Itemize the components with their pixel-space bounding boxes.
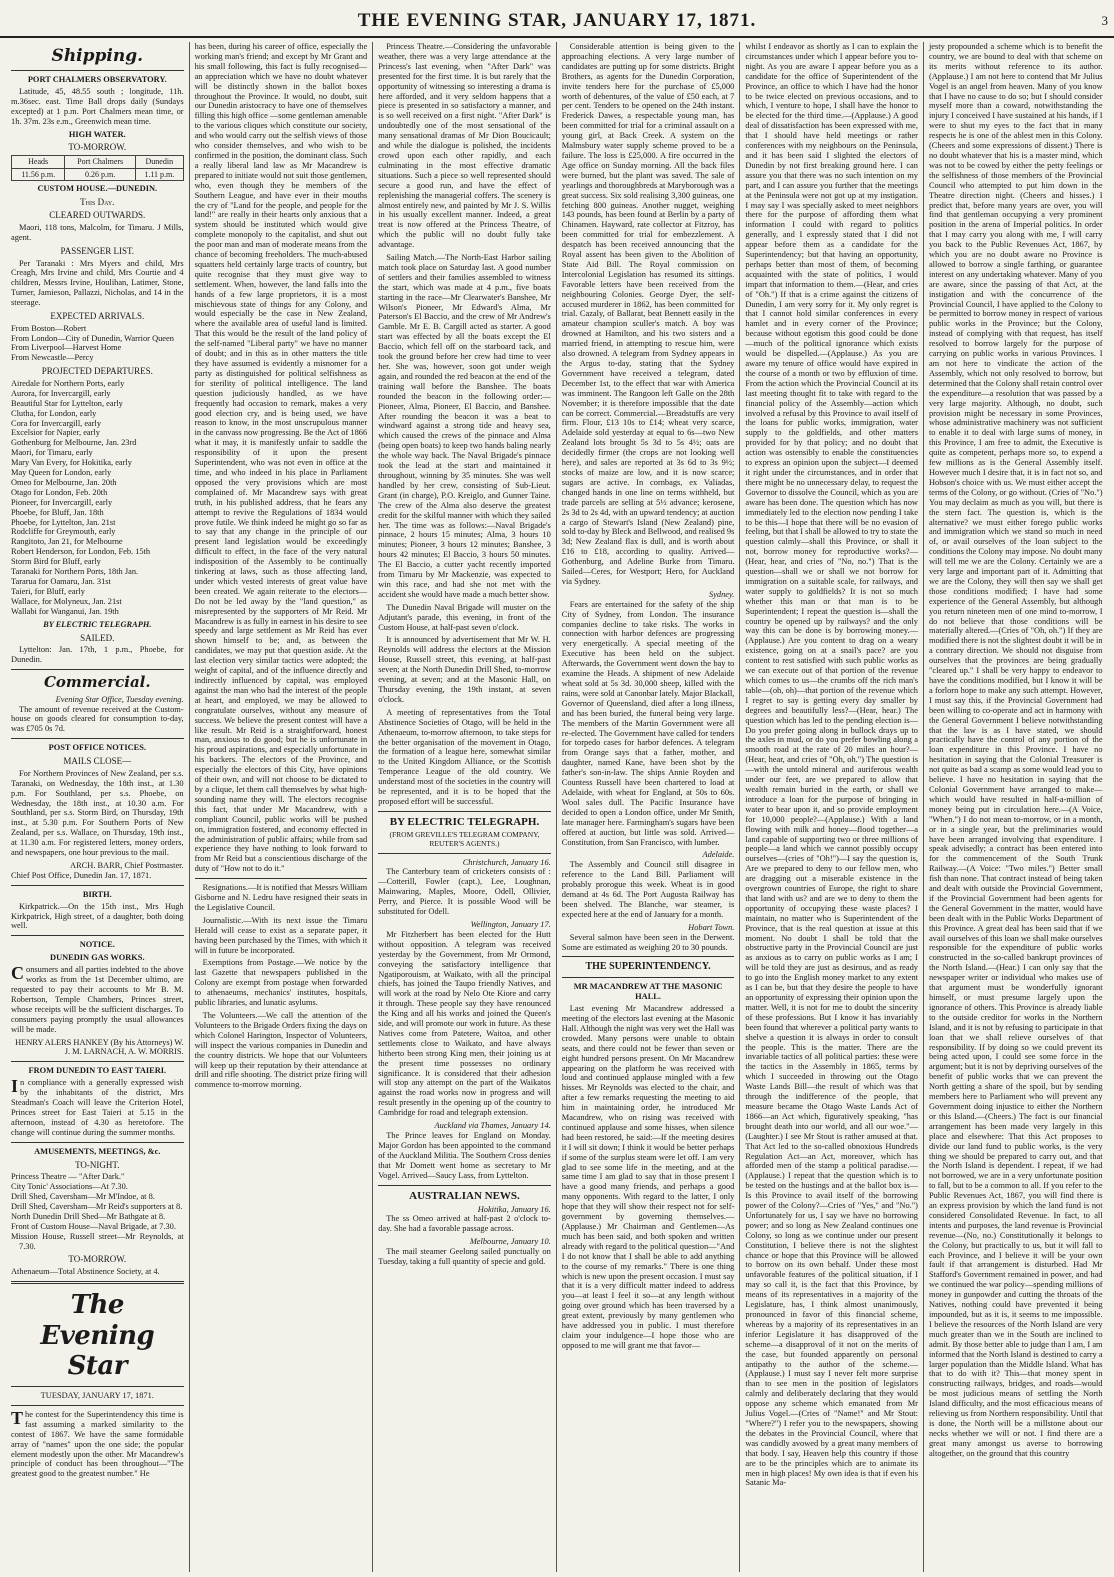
list-item: From London—City of Dunedin, Warrior Queen — [11, 333, 174, 343]
list-item: Drill Shed, Caversham—Mr Reid's supporters at 8. — [11, 1201, 183, 1211]
wellington-paragraph: Mr Fitzherbert has been elected for the Hutt without opposition. A telegram was received yesterday by the Government, from Mr Ormond, conveying the satisfactory intelligence that Ngatiporouism, at Waikato, with all the principal chiefs, has joined the Taupo friendly Natives, and will work at the road by Nelo Ote Kiore and carry it through. These people say they have renounced the King and all his works and joined the Queen's side, and will promote our work in future. As these Natives come from Patetere, Waitoa, and other settlements close to Waikato, and have always hitherto been strong King men, their joining us at the present time possesses no ordinary significance. It is considered that their adhesion will stop any attempt on the part of the Waikatos against the road works now in progress and will result presently in the opening up of the country to Cambridge for road and telegraph extension. — [378, 929, 551, 1118]
list-item: Airedale for Northern Ports, early — [11, 378, 125, 388]
auckland-paragraph: The Prince leaves for England on Monday. Major Gordon has been appointed to the command of the Auckland Militia. The Southern Cross denies that Mr Domett went home as secretary to Mr Vogel. Arrived—Saucy Lass, from Lyttelton. — [378, 1131, 551, 1180]
list-item: North Dunedin Drill Shed—Mr Bathgate at 8. — [11, 1211, 166, 1221]
adelaide-news: The Assembly and Council still disagree in reference to the Land Bill. Parliament will probably prorogue this week. Wheat is in good demand at 4s 6d. The Port Augusta Railway has been shelved. The Blanche, war steamer, is expected here at the end of January for a month. — [561, 860, 735, 919]
high-water-tomorrow: TO-MORROW. — [68, 142, 127, 153]
passenger-heading: PASSENGER LIST. — [60, 245, 135, 256]
list-item: Excelsior for Napier, early — [11, 428, 100, 438]
list-item: May Queen for London, early — [11, 468, 112, 478]
tide-val-heads: 11.56 p.m. — [12, 168, 65, 180]
column-4 — [557, 42, 741, 1572]
dateline-adelaide: Adelaide. — [702, 850, 735, 860]
cricket-paragraph: The Canterbury team of cricketers consists of :—Cotterill, Fowler (capt.), Lee, Loughnan, Mainwaring, Maples, Moore, Odell, Ollivier, Perry, and Pierce. It is possible Wood will be substituted for Odell. — [378, 867, 551, 917]
column-5 — [740, 42, 924, 1572]
tide-table — [11, 155, 184, 181]
expected-list — [11, 324, 184, 364]
commercial-heading: Commercial. — [43, 672, 151, 691]
melbourne-news: Considerable attention is being given to the approaching elections. A very large number of candidates are putting up for some districts. Bright Brothers, as agents for the Dunedin Corporation, invite tenders here for the purchase of £5,000 worth of debentures, of the value of £50 each, at 7 per cent. Tenders to be opened on the 24th instant. Frederick Dawes, a respectable young man, has been committed for trial for a criminal assault on a young girl, at Back Creek. A system on the Malmsbury water supply scheme proved to be a failure. The loss is £25,000. A fire occurred in the Age office on Sunday morning. All the back files were burned, but the plant was saved. The sale of yearlings and thoroughbreds at Maryborough was a great success. Six sold realising 3,300 guineas, one fetching 800 guineas. Another nugget, weighing 143 pounds, has been found at Berlin by a party of Chinamen. Hayward, rate collector at Fitzroy, has been committed for trial for embezzlement. A despatch has been received announcing that the Royal assent has been given to the Abolition of State Aid Bill. The Royal commission on Intercolonial Legislation has resumed its sittings. Favorable letters have been received from the neighbouring Colonies. George Dyer, the self-accused murderer in 1862, has been committed for trial. Cazaly, of Ballarat, beat Bennett easily in the amateur champion sculler's match. A boy was drowned at Hamilton, and his two sisters and a married friend, in attempting to rescue him, were also drowned. A telegram from Sydney appears in the Argus to-day, stating that the Sydney Government have received a telegram, dated December 1st, to the effect that war with America was imminent. The Rangoon left Galle on the 28th November; it is therefore impossible that the date can be correct. Commercial.—Breadstuffs are very firm. Flour, £13 10s to £14; wheat very scarce, Adelaide sold yesterday at equal to 6s—two New Zealand lots brought 5s 3d to 5s 4½; oats are decidedly firmer (the crops are not looking well here), and sales are reported at 3s 6d to 3s 9½; stocks of maize are low, and it is now scarce; sugars are active. In cornbags, ex Valiadas, changed hands in one line on terms withheld, but trade parcels are selling at 5½ advance; kerosene, 2s 3d to 2s 4d, with an upward tendency; at auction a cargo of Stewart's Island (New Zealand) pine, sold to-day by Bleck and Bellwood, and realised 9s 3d; New Zealand flax is dull, and is worth about £16 to £18, according to quality. Arrived—Gothenburg, and Adeline Burke from Timaru. Sailed—Ceres, for Westport; Hero, for Auckland via Sydney. — [561, 42, 735, 586]
list-item: Mary Van Every, for Hokitika, early — [11, 458, 132, 468]
this-day: This Day. — [80, 196, 115, 207]
post-text: For Northern Provinces of New Zealand, per s.s. Taranaki, on Wednesday, the 18th inst., at 1.30 p.m. For Southland, per s.s. Phoebe, on Wednesday, the 18th inst., at 10.30 a.m. For Southland, per s.s. Storm Bird, on Thursday, 19th inst., at 5.30 p.m. For Southern Ports of New Zealand, per s.s. Wallace, on Thursday, 19th inst., at 11.30 a.m. For registered letters, money orders, and newspapers, one hour previous to the mail. — [11, 768, 184, 858]
leader-text: The contest for the Superintendency this time is fast assuming a marked similarity to the contest of 1867. We have the same formidable array of "names" upon the one side; the popular element modestly upon the other. Mr Macandrew's principle of conduct has been throughout—"The greatest good to the greatest number." He — [11, 1407, 184, 1479]
sailing-match-paragraph: Sailing Match.—The North-East Harbor sailing match took place on Saturday last. A good number of settlers and their families assembled to witness the start, which was made at 4 p.m., five boats starting in the race—Mr Clearwater's Banshee, Mr Wilson's Pioneer, Mr Edward's Alma, Mr Paterson's El Baccio, and the crew of Mr Andrew's Gamble. Mr E. B. Cargill acted as starter. A good start was effected by all the boats except the El Baccio, which fell off on the starboard tack, and took the ground before her crew had time to veer her. She was, however, soon got under weigh again, and rounded the red beacon at the end of the training wall before the Banshee. The boats rounded the beacon in the following order:—Pioneer, Alma, Pioneer, El Baccio, and Banshee. After rounding the beacon it was a beat to windward against a strong tide and heavy sea, which caused the crews of the pinnace and Alma (being open boats) to keep two hands baling nearly the whole way back. The Naval Brigade's pinnace took the lead at the start and maintained it throughout, winning by 35 minutes. She was well handled by her crew, consisting of Sub-Lieut. Grant (in charge), P.O. Kreiglo, and Gunner Taine. The crew of the Alma also deserve the greatest credit for the skilful manner with which they sailed her. The time was as follows:—Naval Brigade's pinnace, 2 hours 15 minutes; Alma, 3 hours 10 minutes; Pioneer, 3 hours 12 minutes; Banshee, 3 hours 42 minutes; El Baccio, 3 hours 50 minutes. The El Baccio, a cutter yacht recently imported from Timaru by Mr Mackenzie, was expected to win this race, and had she not met with the accident she would have made a much better show. — [378, 253, 551, 599]
list-item: From Liverpool—Harvest Home — [11, 343, 122, 353]
list-item: Maori, for Timaru, early — [11, 448, 93, 458]
list-item: Storm Bird for Bluff, early — [11, 557, 101, 567]
list-item: Gothenburg for Melbourne, Jan. 23rd — [11, 438, 137, 448]
list-item: Beautiful Star for Lyttelton, early — [11, 398, 123, 408]
amusements-heading: AMUSEMENTS, MEETINGS, &c. — [34, 1146, 161, 1156]
tide-col-heads: Heads — [12, 156, 65, 168]
hokitika-paragraph: The ss Omeo arrived at half-past 2 o'clock to-day. She had a favorable passage across. — [378, 1214, 551, 1234]
list-item: City Tonic' Associations—At 7.30. — [11, 1182, 128, 1192]
column-1 — [6, 42, 190, 1572]
tide-col-dunedin: Dunedin — [136, 156, 184, 168]
list-item: Aurora, for Invercargill, early — [11, 388, 111, 398]
list-item: Mission House, Russell street—Mr Reynolds, at 7.30. — [11, 1231, 184, 1251]
reynolds-paragraph: It is announced by advertisement that Mr W. H. Reynolds will address the electors at the Mission House, Russell street, this evening, at half-past seven; at the North Dunedin Drill Shed, to-morrow evening, at seven; and at the Masonic Hall, on Thursday evening, the 19th instant, at seven o'clock. — [378, 635, 551, 704]
speech-continued-2: jesty propounded a scheme which is to benefit the country, we are bound to deal with that scheme on its merits without reference to its author. (Applause.) I am not here to contend that Mr Julius Vogel is an angel from heaven. Many of you know that I have no cause to do so; but I should consider myself more than a coward, notwithstanding the injury I conceived I have sustained at his hands, if I were to shut my eyes to the fact that in many respects he is one of the ablest men in this Colony. (Cheers and some expressions of dissent.) There is no doubt whatever that his is a master mind, which was not to be cowed by either the petty feelings or the selfishness of those members of the Provincial Council who attempted to put him down in the Theatre direction night. (Cheers and hisses.) I predict that, before many years are over, you will find that gentleman occupying a very prominent position in the arena of Imperial politics. In order that I may carry you along with me, I will carry you back to the Public Revenues Act, 1867, by which you are no doubt aware no Province is allowed to borrow a single farthing, or guarantee interest on any undertaking whatever. Many of you are aware, since the passing of that Act, at the instigation and with the concurrence of the Provincial Council, I have applied to the Colony to be permitted to borrow money in respect of various public works in the Province; but the Colony, instead of complying with that request, has itself resolved to borrow largely for the purpose of carrying on public works in various Provinces. I am not here to vindicate the action of the Assembly, which not only resolved to borrow, but determined that the Colony shall retain control over the expenditure—a resolution that was passed by a very large majority. Although, no doubt, such provision might be necessary in some Provinces, whose administrative machinery was not sufficient to enable it to deal with large sums of money, in this Province, I am free to admit, the Executive is quite as competent, perhaps more so, to expend a few millions as is the General Assembly itself. However much I desire that, it is in fact not so, and Hobson's choice with us. We must either accept the terms of the Colony, or go without. (Cries of "No.") You may declaim as much as you will, but there is the stern fact. The question is, which is the alternative? we must either forego public works and immigration which we stand so much in need of, or avail ourselves of the loan subject to the conditions the Colony may impose. No doubt many will tell me we are the Colony. Certainly we are a very large and important part of it. Admitting that we are the Colony, they will then say we shall get those conditions modified; I have had some experience of the General Assembly, but although you return nineteen men of one mind to-morrow, I do not believe that those conditions will be materially altered.—(Cries of "Oh, oh.") If they are modified there is not the slightest doubt it will be in a contrary direction. We should not disguise from ourselves that the provinces are being gradually "cleared up." I shall be very happy to endeavor to have the conditions modified, but I know it will be a forlorn hope to make any such attempt. However, I must say this, if the Provincial Government had been willing to co-operate and act in harmony with the General Government I believe notwithstanding that the law is as I have stated, we should practically have the control of any portion of the loan expenditure in this Province. I have no hesitation in saying that the Colonial Treasurer is not quite as bad a scamp as some would lead you to believe. I have no hesitation in saying that the Colonial Government have arranged to make—which would have resulted in half-a-million of money being put in circulation here.—(A Voice, "When.") I do not mean to-morrow, or in a month, or in a single year, but the preliminaries would have been arranged involving that expenditure. I speak advisedly; a contract has been entered into for the commencement of the South Trunk Railway.—(A Voice: "Two miles.") Better small fish than none. That contract instead of being taken and dealt with outside the Provincial Government, if the Provincial Government had been agents for the General Government in the matter, would have been dealt with in the Public Works Department of this Province. A great deal has been said that if we avail ourselves of this loan we shall make ourselves responsible for the expenditure of public works constructed in the so-called bankrupt provinces of the North Island.—(Hear.) I can only say that the newspaper writer or individual who makes use of that argument must be wonderfully ignorant himself, or must presume largely upon the ignorance of others. This Province is already liable to the outside creditor for works in the Northern Island, and it is not by refusing to participate in that loan that we shall relieve ourselves of that responsibility. If by doing so we could prevent its being acted upon, I could see some force in the argument; but it is not by depriving ourselves of the benefit of public works that we can prevent the North getting a share of the spoil, but by sending members here to Parliament who will prevent any Government doing injustice to either the Northern or this Island.—(Cheers.) The fact is our financial arrangement has been made very largely in this place and elsewhere: That this Act proposes to divide our land fund to public works, is the very thing we should be prepared to carry out, and that the North Island is dependent. I repeat, if we had not borrowed, we are in a very unfortunate position to fall, but to be a common to all. If you refer to the Public Revenues Act, 1867, you will find there is an express provision by which the land fund is not considered Consolidated Revenue. In fact, to all intents and purposes, the land revenue is Provincial revenue—(No, no.) Constitutionally it belongs to the Colony, but practically to us, but it will fall to each Province, and I believe it will be your own fault if that arrangement is disturbed. Had Mr Stafford's Government remained in power, and had we continued the war policy—spending millions of money in gunpowder and cutting the throats of the Natives, nothing could have prevented it being impounded, but as it is, it seems to me impossible. I believe the resources of the North Island are very much greater than we in the South are inclined to admit. By those better able to judge than I am, I am informed that the North Island is destined to carry a larger population than the Middle Island. What has that to do with it? This—that money spent in constructing railways, bridges, and roads—would be most judicious means of settling the North Island difficulty, and the most efficacious means of relieving us from Northern responsibility. Until that is done, the North will be a millstone about our necks whether we will or not. I find there are a great many amongst us averse to borrowing altogether, on the ground that this country — [928, 42, 1103, 1458]
telegraph-source: (FROM GREVILLE'S TELEGRAM COMPANY, REUTER'S AGENTS.) — [389, 829, 540, 848]
tide-val-port-chalmers: 0.26 p.m. — [65, 168, 136, 180]
sailed-text: Lyttelton: Jan. 17th, 1 p.m., Phoebe, for Dunedin. — [11, 645, 184, 665]
sydney-news: Fears are entertained for the safety of the ship City of Sydney, from London. The insurance companies decline to take risks. The works in connection with harbor defences are progressing very energetically. A special meeting of the Executive has been held on the subject. Afterwards, the Government went down the bay to examine the Heads. A shipment of new Adelaide wheat sold at 5s 3d. 30,000 sheep, killed with the rains, were sold at Canonbar lately. Major Blackall, Governor of Queensland, died after a long illness, and has been buried, the funeral being very large. The members of the Martin Government were all re-elected. The Government have called for tenders for torpedo cases for harbor defences. A telegram from Orange says that a father, mother, and daughter, named Kane, have been shot by the father's son-in-law. The ships Annie Royden and Countess Russell have been chartered to load at Adelaide, with wheat for England, at 50s to 60s. Wool sales dull. The Pacific Insurance have decided to open a London office, under Mr Smith, late manager here. Farmingham's sugars have been offered at auction, but little was sold. Arrived—Constitution, from San Francisco, with lumber. — [561, 599, 735, 847]
hobart-news: Several salmon have been seen in the Derwent. Some are estimated as weighing 20 to 30 pounds. — [561, 932, 735, 952]
post-office-heading: POST OFFICE NOTICES. — [48, 743, 146, 753]
telegraph-section-heading: BY ELECTRIC TELEGRAPH. — [389, 815, 540, 828]
commercial-text: The amount of revenue received at the Custom-house on goods cleared for consumption to-day, was £705 0s 7d. — [11, 704, 184, 734]
list-item: Rangitoto, Jan 21, for Melbourne — [11, 537, 123, 547]
list-item: From Boston—Robert — [11, 323, 87, 333]
post-sign: ARCH. BARR, Chief Postmaster. — [70, 860, 184, 870]
postage-paragraph: Exemptions from Postage.—We notice by the last Gazette that newspapers published in the Colony are exempt from postage when forwarded to athenaeums, mechanics' institutes, hospitals, public libraries, and lunatic asylums. — [194, 958, 368, 1008]
cleared-text: Maori, 118 tons, Malcolm, for Timaru. J Mills, agent. — [11, 223, 184, 242]
theatre-paragraph: Princess Theatre.—Considering the unfavorable weather, there was a very large attendance at the Princess's last evening, when "After Dark" was presented for the first time. It is but rarely that the opportunity of witnessing so interesting a drama is here afforded, and it very seldom happens that a piece is presented in so satisfactory a manner, and is so well received on a first night. "After Dark" is undoubtedly one of the most sensational of the many sensational dramas of Mr Dion Boucicault; and while the dialogue is polished, the incidents crowd upon each other rapidly, and each culminating in the most effective dramatic situations. Such a piece so well represented should secure a good run, and have the effect of replenishing the managerial coffers. The scenery is almost entirely new, and painted by Mr J. S. Willis in his usually excellent manner. Indeed, a great treat is now offered at the Princess Theatre, of which the public will no doubt fully take advantage. — [378, 42, 551, 250]
list-item: Princess Theatre — "After Dark." — [11, 1172, 125, 1182]
list-item: Taranaki for Northern Ports, 18th Jan. — [11, 567, 139, 577]
list-item: Robert Henderson, for London, Feb. 15th — [11, 547, 151, 557]
amusements-tomorrow: TO-MORROW. — [68, 1254, 127, 1265]
naval-brigade-paragraph: The Dunedin Naval Brigade will muster on the Adjutant's parade, this evening, in front of the Custom House, at half-past seven o'clock. — [378, 602, 551, 632]
list-item: Tararua for Oamaru, Jan. 31st — [11, 577, 111, 587]
superintendency-heading: THE SUPERINTENDENCY. — [585, 961, 711, 973]
dateline-sydney: Sydney. — [709, 589, 735, 599]
list-item: Taieri, for Bluff, early — [11, 586, 85, 596]
volunteers-paragraph: The Volunteers.—We call the attention of the Volunteers to the Brigade Orders fixing the days on which Colonel Harington, Inspector of Volunteers, will inspect the various companies in Dunedin and the country districts. We hope that our Volunteers will keep up their reputation by their attendance at drill and rifle shooting. The district prize firing will commence to-morrow morning. — [194, 1011, 368, 1090]
masonic-hall-heading: MR MACANDREW AT THE MASONIC HALL. — [573, 982, 723, 1002]
taieri-heading: FROM DUNEDIN TO EAST TAIERI. — [28, 1066, 167, 1076]
page-number: 3 — [1101, 13, 1108, 28]
dateline-auckland: Auckland via Thames, January 14. — [434, 1121, 551, 1131]
gas-works-heading: DUNEDIN GAS WORKS. — [50, 953, 145, 963]
telegraph-heading: BY ELECTRIC TELEGRAPH. — [43, 619, 152, 629]
passenger-text: Per Taranaki : Mrs Myers and child, Mrs Creagh, Mrs Irvine and child, Mrs Courtie and 4 children, Messrs Irvine, Houlihan, Latimer, Stone, Turner, Jamieson, Pallazzi, Nicholas, and 14 in the steerage. — [11, 258, 184, 308]
newspaper-date: TUESDAY, JANUARY 17, 1871. — [40, 1391, 154, 1400]
column-2 — [190, 42, 374, 1572]
post-date: Chief Post Office, Dunedin Jan. 17, 1871. — [11, 870, 152, 880]
list-item: Phoebe, for Bluff, Jan. 18th — [11, 507, 104, 517]
cleared-outwards: CLEARED OUTWARDS. — [49, 210, 146, 221]
tide-val-dunedin: 1.11 p.m. — [136, 168, 184, 180]
dateline-christchurch: Christchurch, January 16. — [462, 857, 551, 867]
taieri-text: In compliance with a generally expressed wish by the inhabitants of the district, Mrs Steadman's Coach will leave the Criterion Hotel, Princes street for East Taieri at 5.15 in the afternoon, instead of 4.30 as heretofore. The change will continue during the summer months. — [11, 1076, 184, 1137]
masthead — [0, 6, 1114, 38]
list-item: Wallace, for Molyneux, Jan. 21st — [11, 596, 122, 606]
list-item: Phoebe, for Lyttelton, Jan. 21st — [11, 517, 116, 527]
newspaper-columns — [6, 42, 1108, 1572]
shipping-heading: Shipping. — [51, 46, 144, 66]
observatory-text: Latitude, 45, 48.55 south ; longitude, 11h. m.36sec. east. Time Ball drops daily (Sundays excepted) at 1 p.m. Port Chalmers mean time, or 1h. 37m. 23s e.m., Greenwich mean time. — [11, 86, 184, 126]
expected-heading: EXPECTED ARRIVALS. — [50, 311, 145, 322]
column-3 — [373, 42, 557, 1572]
newspaper-title: The Evening Star — [40, 1289, 155, 1382]
notice-heading: NOTICE. — [79, 940, 115, 950]
list-item: Drill Shed, Caversham—Mr M'Indoe, at 8. — [11, 1192, 155, 1202]
dateline-wellington: Wellington, January 17. — [470, 919, 551, 929]
high-water-heading: HIGH WATER. — [68, 129, 126, 139]
birth-text: Kirkpatrick.—On the 15th inst., Mrs Hugh Kirkpatrick, High street, of a daughter, both doing well. — [11, 901, 184, 931]
amusements-tonight: TO-NIGHT. — [75, 1159, 120, 1170]
gas-works-sign: HENRY ALERS HANKEY (By his Attorneys) W. J. M. LARNACH, A. W. MORRIS. — [15, 1037, 184, 1057]
column-6 — [924, 42, 1108, 1572]
birth-heading: BIRTH. — [82, 889, 112, 899]
list-item: Cora for Invercargill, early — [11, 418, 102, 428]
resignations-paragraph: Resignations.—It is notified that Messrs William Gisborne and N. Ledru have resigned their seats in the Legislative Council. — [194, 883, 368, 912]
projected-list — [11, 379, 184, 617]
masthead-title: THE EVENING STAR, JANUARY 17, 1871. — [357, 10, 757, 31]
list-item: Otago for London, Feb. 20th — [11, 487, 108, 497]
list-item: From Newcastle—Percy — [11, 353, 94, 363]
list-item: Rodcliffe for Greymouth, early — [11, 527, 116, 537]
custom-house-heading: CUSTOM HOUSE.—DUNEDIN. — [37, 183, 158, 193]
tide-col-port-chalmers: Port Chalmers — [65, 156, 136, 168]
list-item: Wallabi for Wanganui, Jan. 19th — [11, 606, 119, 616]
list-item: Pioneer, for Invercargill, early — [11, 497, 113, 507]
list-item: Front of Custom House—Naval Brigade, at 7.30. — [11, 1221, 176, 1231]
leader-continued: has been, during his career of office, especially the working man's friend; and except by Mr Grant and his small following, this fact is fully recognised—an appreciation which we have no doubt whatever will be distinctly shown in the ballot boxes throughout the Province. It would, no doubt, suit our Dunedin aristocracy to have one of themselves filling this high office —some gentleman amenable to the various cliques which constitute our society, and who would carry out the selfish views of those who consider themselves, and who wish to be confirmed in the position, the dominant class. Such a really liberal land law as Mr Macandrew is prepared to initiate would not suit those gentlemen, who, even though they be members of the Southern League, and have ever in their mouths the cry of "Land for the people, and people for the land!" are really in their hearts only anxious that a system should be instituted which would give complete monopoly to the capitalist, and shut out the poor man and man of moderate means from the chance of becoming freeholders. The much-abused squatters held certainly large tracts of country, but quite recognise that they must give way to settlement. When, however, the land falls into the hands of a few large proprietors, it is a most mischievous state of things for any Colony, and would especially be the case in New Zealand, where the available area of useful land is limited. That this would be the result of the land policy of the self-named "Liberal party" we have no manner of doubt; and in this as in other matters the title they have assumed is evidently a misnomer for a party as distinguished for political selfishness as for sterility of political intelligence. The land question judiciously handled, as we have frequently had occasion to remark, makes a very good election cry, and is being used, we have reason to know, in the most unscrupulous manner in the canvass now progressing. Be the Act of 1866 what it may, it is manifestly unfair to saddle the responsibility of it upon the present Superintendent, who was not even in office at the time, and who indeed in his place in Parliament opposed the very provisions which are most complained of. Mr Macandrew says with great truth, in his published address, that he fears any attempt to revive the Regulations of 1834 would prove futile. We think indeed he might go so far as to say that any change in the principle of our present land legislation would be exceedingly difficult to effect, in the face of the very natural indisposition of the Assembly to be continually tinkering at laws, such as those affecting land, under which vested interests of great value have been created. We again reiterate to the electors—Do not be led away by the "land question," as misrepresented by the supporters of Mr Reid. Mr Macandrew is as fully in earnest in his desire to see speedy and large settlement as Mr Reid has ever shown himself to be; and, as between the candidates, we may put that question aside. At the last election very similar tactics were adopted; the weight of capital, and of the influence directly and indirectly influenced by capital, was employed against the man who had the interest of the people at heart, and employed, we may be allowed to congratulate ourselves, without any measure of success. We believe the present contest will have a like result. Mr Reid is a straightforward, honest man, anxious to do good; but he is unfortunate in his proud aspirations, and especially unfortunate in his backers. The electors of the Province, and especially the electors of this City, have opinions of their own, and will not choose to be dictated to by a clique, let them call themselves by what high-sounding name they will. The electors recognise this fact, that under Mr Macandrew, with a compliant Council, public works will be pushed on, immigration fostered, and economy effected in the administration of public affairs; while from sad experience they have nothing to look forward to from Mr Reid but a conscientious discharge of the duty of "How not to do it." — [194, 42, 368, 874]
dateline-melbourne: Melbourne, January 10. — [469, 1237, 551, 1247]
mails-close: MAILS CLOSE— — [63, 756, 132, 767]
speech-continued: whilst I endeavor as shortly as I can to explain the circumstances under which I appear before you to-night. As you are aware I appear before you as a candidate for the office of Superintendent of the Province, an office to which I have had the honor to be twice elected on previous occasions, and to which, I venture to hope, I shall have the honor to be elected for the third time.—(Applause.) A good deal of dissatisfaction has been expressed with me, that I should have held meetings or rather conferences with my neighbours on the Peninsula, and it has been said I slighted the electors of Dunedin by not first breaking ground here. I can assure you that there was no such intention on my part, and I can assure you further that the meetings at the Peninsula were not got up at my instigation. I may say I was specially asked to meet neighbors there for the purpose of affording them what information I could with regard to politics generally, and I expressly stated that I did not appear before them as a candidate for the Superintendency; but that having an opportunity, perhaps better than most of them, of becoming acquainted with the state of politics, I would impart that information to them.—(Hear, and cries of "Oh.") If that is a crime against the citizens of Dunedin, I am very sorry for it. My only regret is that I cannot hold similar conferences in every hamlet and in every corner of the Province; because without egotism this good could be done—much of the political ignorance which exists would be dispelled.—(Applause.) As you are aware my tenure of office would have expired in the course of a month or two by effluxion of time. From the action which the Provincial Council at its last meeting thought fit to take with regard to the financial policy of the Assembly—action which involved a refusal by this Province to avail itself of the loans for public works, immigration, water supply to the goldfields, and other matters provided for by that policy; and no doubt that action was ostensibly to enable the constituencies to express an opinion upon the subject—I deemed it right under the circumstances, and in order that there might be no unnecessary delay, to request the Governor to dissolve the Council, which as you are aware has been done. The question which has now immediately led to the election now pending I take to be this—I hope that there will be no evasion of feeling, but that I shall be allowed to try to state the question calmly—shall this Province, or shall it not, borrow money for reproductive works?—(Hear, hear, and cries of "No, no.") That is the question—shall we or shall we not borrow for immigration on a suitable scale, for railways, and water supply to goldfields? It is not so much whether this man or that man is to be Superintendent; I repeat the question is—shall the country be opened up by railways? and the only way this can be done is by borrowing money.—(Applause.) Are you content to drag on a weary existence, going on at a snail's pace? are you content to rest satisfied with such public works as we can execute out of that portion of the revenue which comes to us—the crumbs off the rich man's table—(oh, oh)—that portion of the revenue which I regret to say is getting every day smaller by degrees and beautifully less?—(Hear, hear.) The question which has led to the pending election is—Do you prefer going along in bullock drays up to the axles in mud, or do you prefer bowling along a smooth road at the rate of 20 miles an hour?—(Hear, hear, and cries of "Oh, oh.") The question is—with the untold mineral and auriferous wealth under our feet, are we prepared to allow that wealth remain buried in the earth, or shall we introduce a loan for the purpose of bringing in water to bear upon it, and so provide employment for 10,000 people?—(Applause.) With a land flowing with milk and honey—flood together—a land capable of supporting two or three millions of people—a land which we cannot possibly occupy ourselves—(cries of "Oh!")—I say the question is, Are we prepared to deny to our fellow men, who are dragging out a miserable existence in the overgrown countries of Europe, the right to share that land with us? and are we to deny to them the opportunity of occupying these waste places? I maintain, no matter who is Superintendent of the Province, that is the real question at issue at this moment. No doubt I shall be told that the obstructive party in the Provincial Council are just as anxious as to carry on public works as I am; I will be told they are just as desirous, and as ready to go into the English money market to any extent as I can be, but that they desire the people to have an opportunity of expressing their opinion upon the matter. Well, it is not for me to doubt the sincerity of these professions. But I know it has invariably been found that wherever a political party wants to shelve a question it is always in order to consult the people. This is the matter. There are the invariable tactics of all political parties: these were the tactics in the Assembly in 1865, terms by which I succeeded in throwing out the Otago Waste Lands Bill—the result of which was that through the indifference of the people, that measure became the Otago Waste Lands Act of 1866—an Act which, figuratively speaking, "has brought death into our world, and all our woe."—(Laughter.) I see Mr Stout is rather amused at that. That Act led to the so-called obnoxious Hundreds Regulation Act—an Act, moreover, which has afforded men of the stamp a political paradise.—(Applause.) I repeat that the question which is to be tested on the hustings and at the ballot box is—Is this Province to avail itself of the borrowing power of the Colony?—Cries of "Yes," and "No.") Unfortunately for us, I say we have no borrowing power; and so long as New Zealand continues one Colony, so long as we continue under our present Constitution, I believe there is not the slightest chance or hope that this Province will be allowed to borrow on its own behalf. Under these most unfavorable features of the political situation, if I may so call it, is the fact that this Province, by means of its representatives in a majority of the Legislature, has, I think almost unanimously, pronounced in favor of this financial scheme, whereas by a majority of its representatives in an inferior Legislature it has disapproved of the scheme—a disapproval of it not on the merits of the case, but founded apparently on personal antipathy to the author of the scheme.—(Applause.) I must say I never felt more surprise than to see men in the position of legislators calmly and deliberately declaring that they would oppose any scheme which emanated from Mr Julius Vogel.—(Cries of "Name!" and Mr Stout: "Where?") I refer you to the newspapers, showing the debates in the Provincial Council, where that was candidly avowed by a great many members of that body. I say, Heaven help this country if those are to be the principles which are to animate its men in high places! My own idea is that if even his Satanic Ma- — [745, 42, 918, 1488]
dateline-hokitika: Hokitika, January 16. — [477, 1204, 551, 1214]
journalistic-paragraph: Journalistic.—With its next issue the Timaru Herald will cease to exist as a separate paper, it having been purchased by the Times, with which it will in future be incorporated. — [194, 915, 368, 955]
australian-news-heading: AUSTRALIAN NEWS. — [409, 1189, 520, 1202]
observatory-heading: PORT CHALMERS OBSERVATORY. — [27, 75, 167, 85]
commercial-office: Evening Star Office, Tuesday evening. — [55, 694, 184, 704]
dateline-hobart: Hobart Town. — [688, 922, 735, 932]
melbourne-paragraph: The mail steamer Geelong sailed punctually on Tuesday, taking a full quantity of specie and gold. — [378, 1247, 551, 1267]
speech-paragraph: Last evening Mr Macandrew addressed a meeting of the electors last evening at the Masonic Hall. Although the night was very wet the Hall was crowded. Many persons were unable to obtain seats, and there could not be fewer than seven or eight hundred persons present. On Mr Macandrew appearing on the platform he was received with loud and continued applause mingled with a few hisses. Mr Reynolds was elected to the chair, and after a few remarks requesting the meeting to aid him in maintaining order, he introduced Mr Macandrew, who on rising was received with continued applause and some hisses, when silence had been restored, he said:—If the meeting desires it I will sit down; I think it would be better perhaps if some of the surplus steam were let off. I am very glad to see some life in the meeting, and at the same time I am glad to say that in those present I have a good many friends, and perhaps a good many opponents. With regard to the latter, I only hope that they will show their respect not for self-government by governing themselves.—(Applause.) Mr Chairman and Gentlemen—As much has been said, and both spoken and written already with regard to the political question—"And I do not know that I shall be able to add anything to the course of my remarks." There is one thing which is new upon the present occasion. I must say that it is a very difficult matter indeed to address you—at least I feel it so—at any length without going over ground which has been traversed by a great extent, previously by many gentlemen who have addressed you in public. I must therefore claim your indulgence—I hope those who are opposed to me will grant me that favor— — [561, 1004, 735, 1350]
list-item: Clutha, for London, early — [11, 408, 97, 418]
projected-heading: PROJECTED DEPARTURES. — [41, 366, 153, 377]
sailed-heading: SAILED. — [80, 632, 115, 643]
abstinence-paragraph: A meeting of representatives from the Total Abstinence Societies of Otago, will be held in the Athenaeum, to-morrow afternoon, to take steps for the better organisation of the movement in Otago, the formation of a league here, somewhat similar to the United Kingdom Alliance, or the Scottish Temperance League of the old country. We understand most of the societies in the country will be represented, and it is to be hoped that the proposed effort will be successful. — [378, 707, 551, 806]
list-item: Omeo for Melbourne, Jan. 20th — [11, 477, 117, 487]
gas-works-text: Consumers and all parties indebted to the above works as from the 1st December ultimo, are requested to pay their accounts to Mr B. M. Robertson, Temple Chambers, Princes street, whose receipts will be the sufficient discharges. To consumers paying promptly the usual allowances will be made. — [11, 963, 184, 1034]
list-item: Athenaeum—Total Abstinence Society, at 4. — [11, 1267, 160, 1277]
